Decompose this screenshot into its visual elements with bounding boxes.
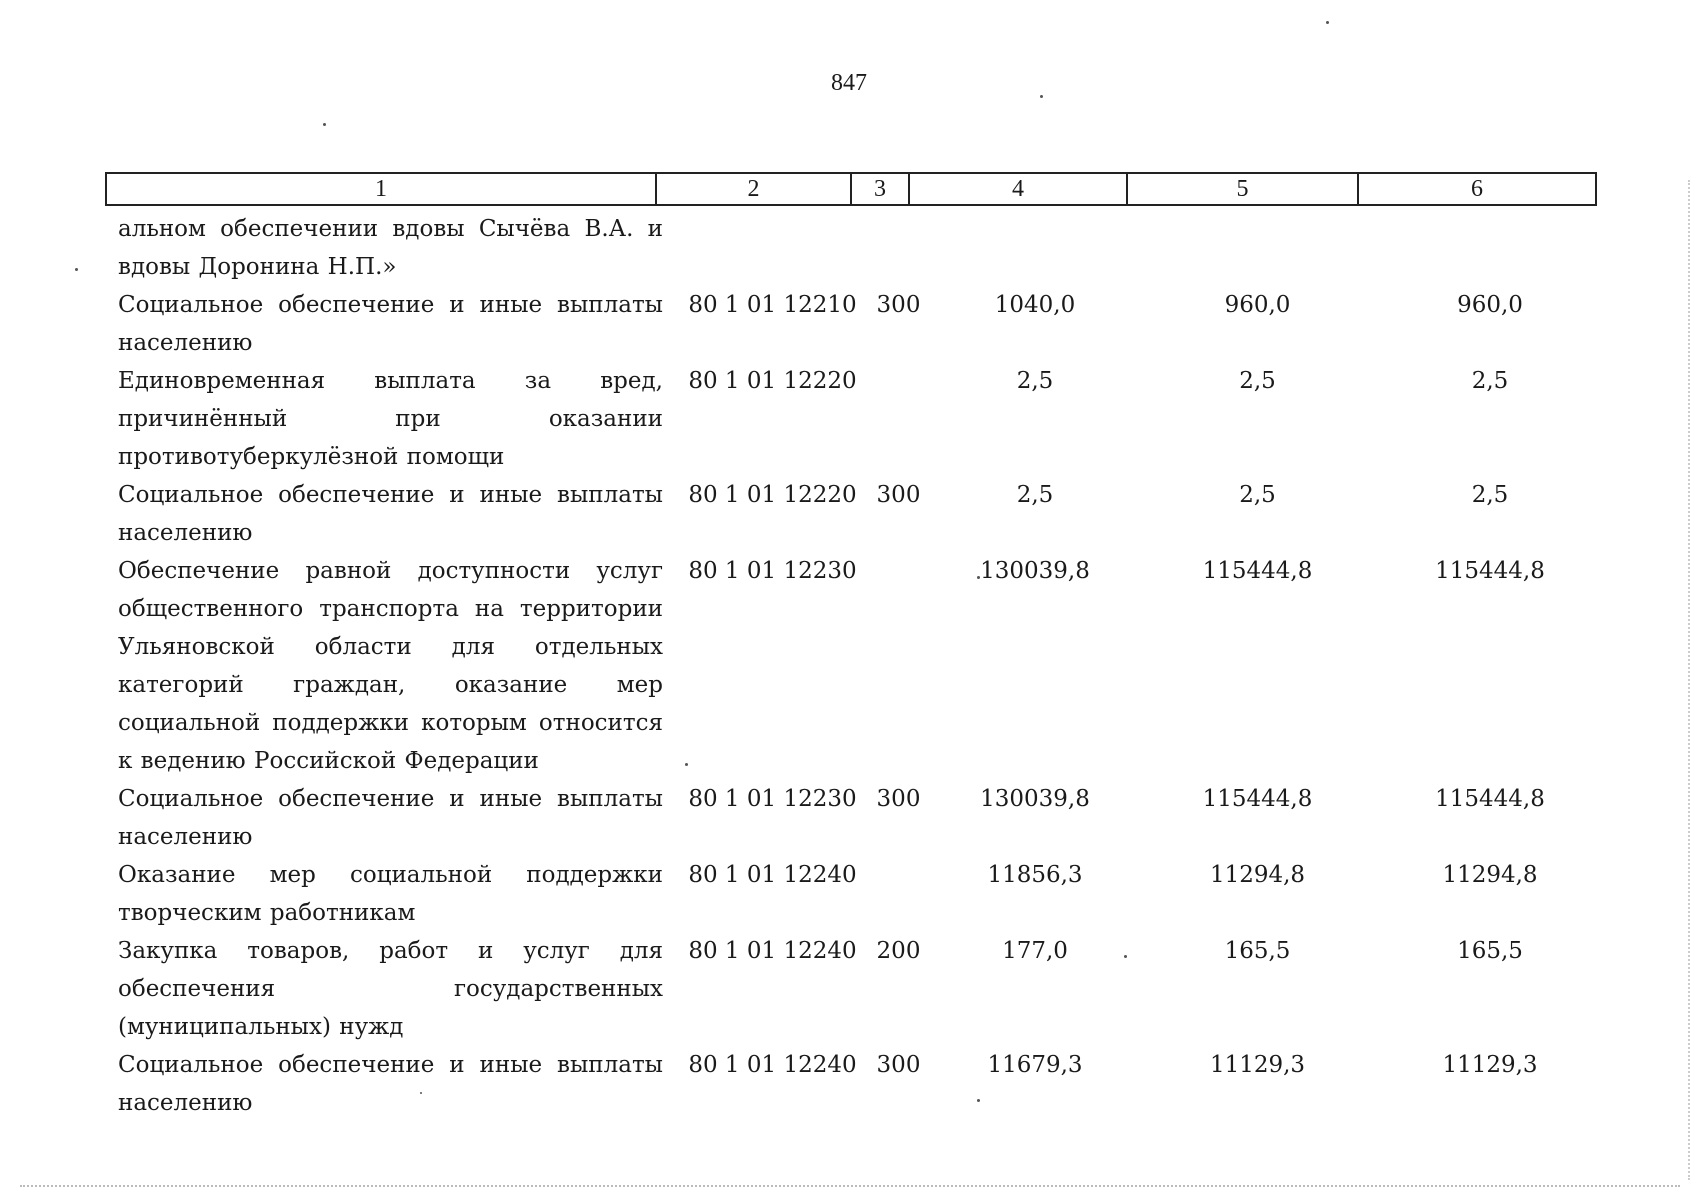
column-header-5: 5: [1127, 173, 1358, 205]
row-name: Единовременная выплата за вред, причинённый при оказании противотуберкулёзной помощи: [118, 368, 663, 470]
table-row: [105, 780, 1608, 856]
row-value-5: 11294,8: [1209, 862, 1306, 888]
row-value-5: 2,5: [1239, 482, 1276, 508]
row-value-5: 165,5: [1224, 938, 1291, 964]
row-code: [675, 210, 870, 286]
row-type: 200: [876, 938, 921, 964]
row-name: Оказание мер социальной поддержки творческим работникам: [118, 862, 663, 926]
scan-speck: [1040, 95, 1043, 98]
table-row: [105, 1046, 1608, 1122]
scan-speck: [420, 1092, 422, 1094]
row-type: 300: [876, 292, 921, 318]
row-value-6: 2,5: [1471, 482, 1509, 508]
column-header-table: [105, 172, 1597, 206]
row-value-5: 2,5: [1239, 368, 1276, 394]
row-code: 80 1 01 12220: [688, 482, 857, 508]
row-value-6: [1372, 210, 1608, 286]
row-code: 80 1 01 12240: [688, 938, 857, 964]
row-value-4: 2,5: [1016, 368, 1054, 394]
row-type: 300: [876, 786, 921, 812]
table-row: [105, 362, 1608, 476]
scan-edge-right: [1688, 180, 1692, 1180]
row-value-6: 115444,8: [1435, 786, 1545, 812]
scan-speck: [1124, 955, 1127, 958]
row-value-5: 115444,8: [1202, 786, 1313, 812]
row-value-5: 115444,8: [1202, 558, 1313, 584]
row-value-6: 11294,8: [1442, 862, 1538, 888]
row-value-6: 2,5: [1471, 368, 1509, 394]
row-name: альном обеспечении вдовы Сычёва В.А. и вдовы Доронина Н.П.»: [118, 216, 663, 280]
row-code: 80 1 01 12230: [688, 558, 857, 584]
scan-speck: [977, 1099, 980, 1102]
row-name: Закупка товаров, работ и услуг для обеспечения государственных (муниципальных) нужд: [118, 938, 663, 1040]
row-type: [870, 856, 927, 932]
row-value-4: 2,5: [1016, 482, 1054, 508]
row-code: 80 1 01 12240: [688, 1052, 857, 1078]
table-row: [105, 856, 1608, 932]
row-code: 80 1 01 12240: [688, 862, 857, 888]
row-value-4: 11856,3: [987, 862, 1083, 888]
row-value-5: 960,0: [1224, 292, 1291, 318]
row-type: 300: [876, 1052, 921, 1078]
row-code: 80 1 01 12220: [688, 368, 857, 394]
row-code: 80 1 01 12210: [688, 292, 857, 318]
row-type: [870, 362, 927, 476]
row-name: Обеспечение равной доступности услуг общественного транспорта на территории Ульяновской области для отдельных категорий граждан, оказание мер социальной поддержки которым относится к ведению Российской Федерации: [118, 558, 663, 774]
scan-speck: [75, 268, 78, 271]
row-value-4: 130039,8: [980, 558, 1090, 584]
scan-speck: [323, 123, 326, 126]
row-code: 80 1 01 12230: [688, 786, 857, 812]
row-name: Социальное обеспечение и иные выплаты населению: [118, 292, 663, 356]
scan-speck: [977, 576, 980, 579]
budget-table: [105, 210, 1608, 1122]
table-row: [105, 476, 1608, 552]
row-value-4: 130039,8: [980, 786, 1090, 812]
row-value-5: [1143, 210, 1372, 286]
row-type: 300: [876, 482, 921, 508]
row-name: Социальное обеспечение и иные выплаты населению: [118, 786, 663, 850]
row-value-6: 165,5: [1457, 938, 1523, 964]
scan-edge-bottom: [20, 1185, 1680, 1189]
page-number: 847: [831, 70, 867, 96]
row-value-4: [927, 210, 1143, 286]
row-value-6: 115444,8: [1435, 558, 1545, 584]
column-header-6: 6: [1358, 173, 1596, 205]
row-type: [870, 552, 927, 780]
scan-speck: [685, 763, 688, 766]
row-value-4: 177,0: [1002, 938, 1068, 964]
row-name: Социальное обеспечение и иные выплаты населению: [118, 482, 663, 546]
column-header-1: 1: [106, 173, 656, 205]
column-header-3: 3: [851, 173, 909, 205]
row-value-4: 1040,0: [994, 292, 1076, 318]
column-header-4: 4: [909, 173, 1127, 205]
table-row: [105, 552, 1608, 780]
column-header-2: 2: [656, 173, 851, 205]
row-value-4: 11679,3: [987, 1052, 1083, 1078]
row-value-5: 11129,3: [1209, 1052, 1306, 1078]
row-value-6: 960,0: [1457, 292, 1523, 318]
row-type: [870, 210, 927, 286]
table-row: [105, 286, 1608, 362]
scan-speck: [1326, 21, 1329, 24]
column-header-row: [106, 173, 1596, 205]
table-row: [105, 932, 1608, 1046]
row-value-6: 11129,3: [1442, 1052, 1538, 1078]
row-name: Социальное обеспечение и иные выплаты населению: [118, 1052, 663, 1116]
table-row: [105, 210, 1608, 286]
